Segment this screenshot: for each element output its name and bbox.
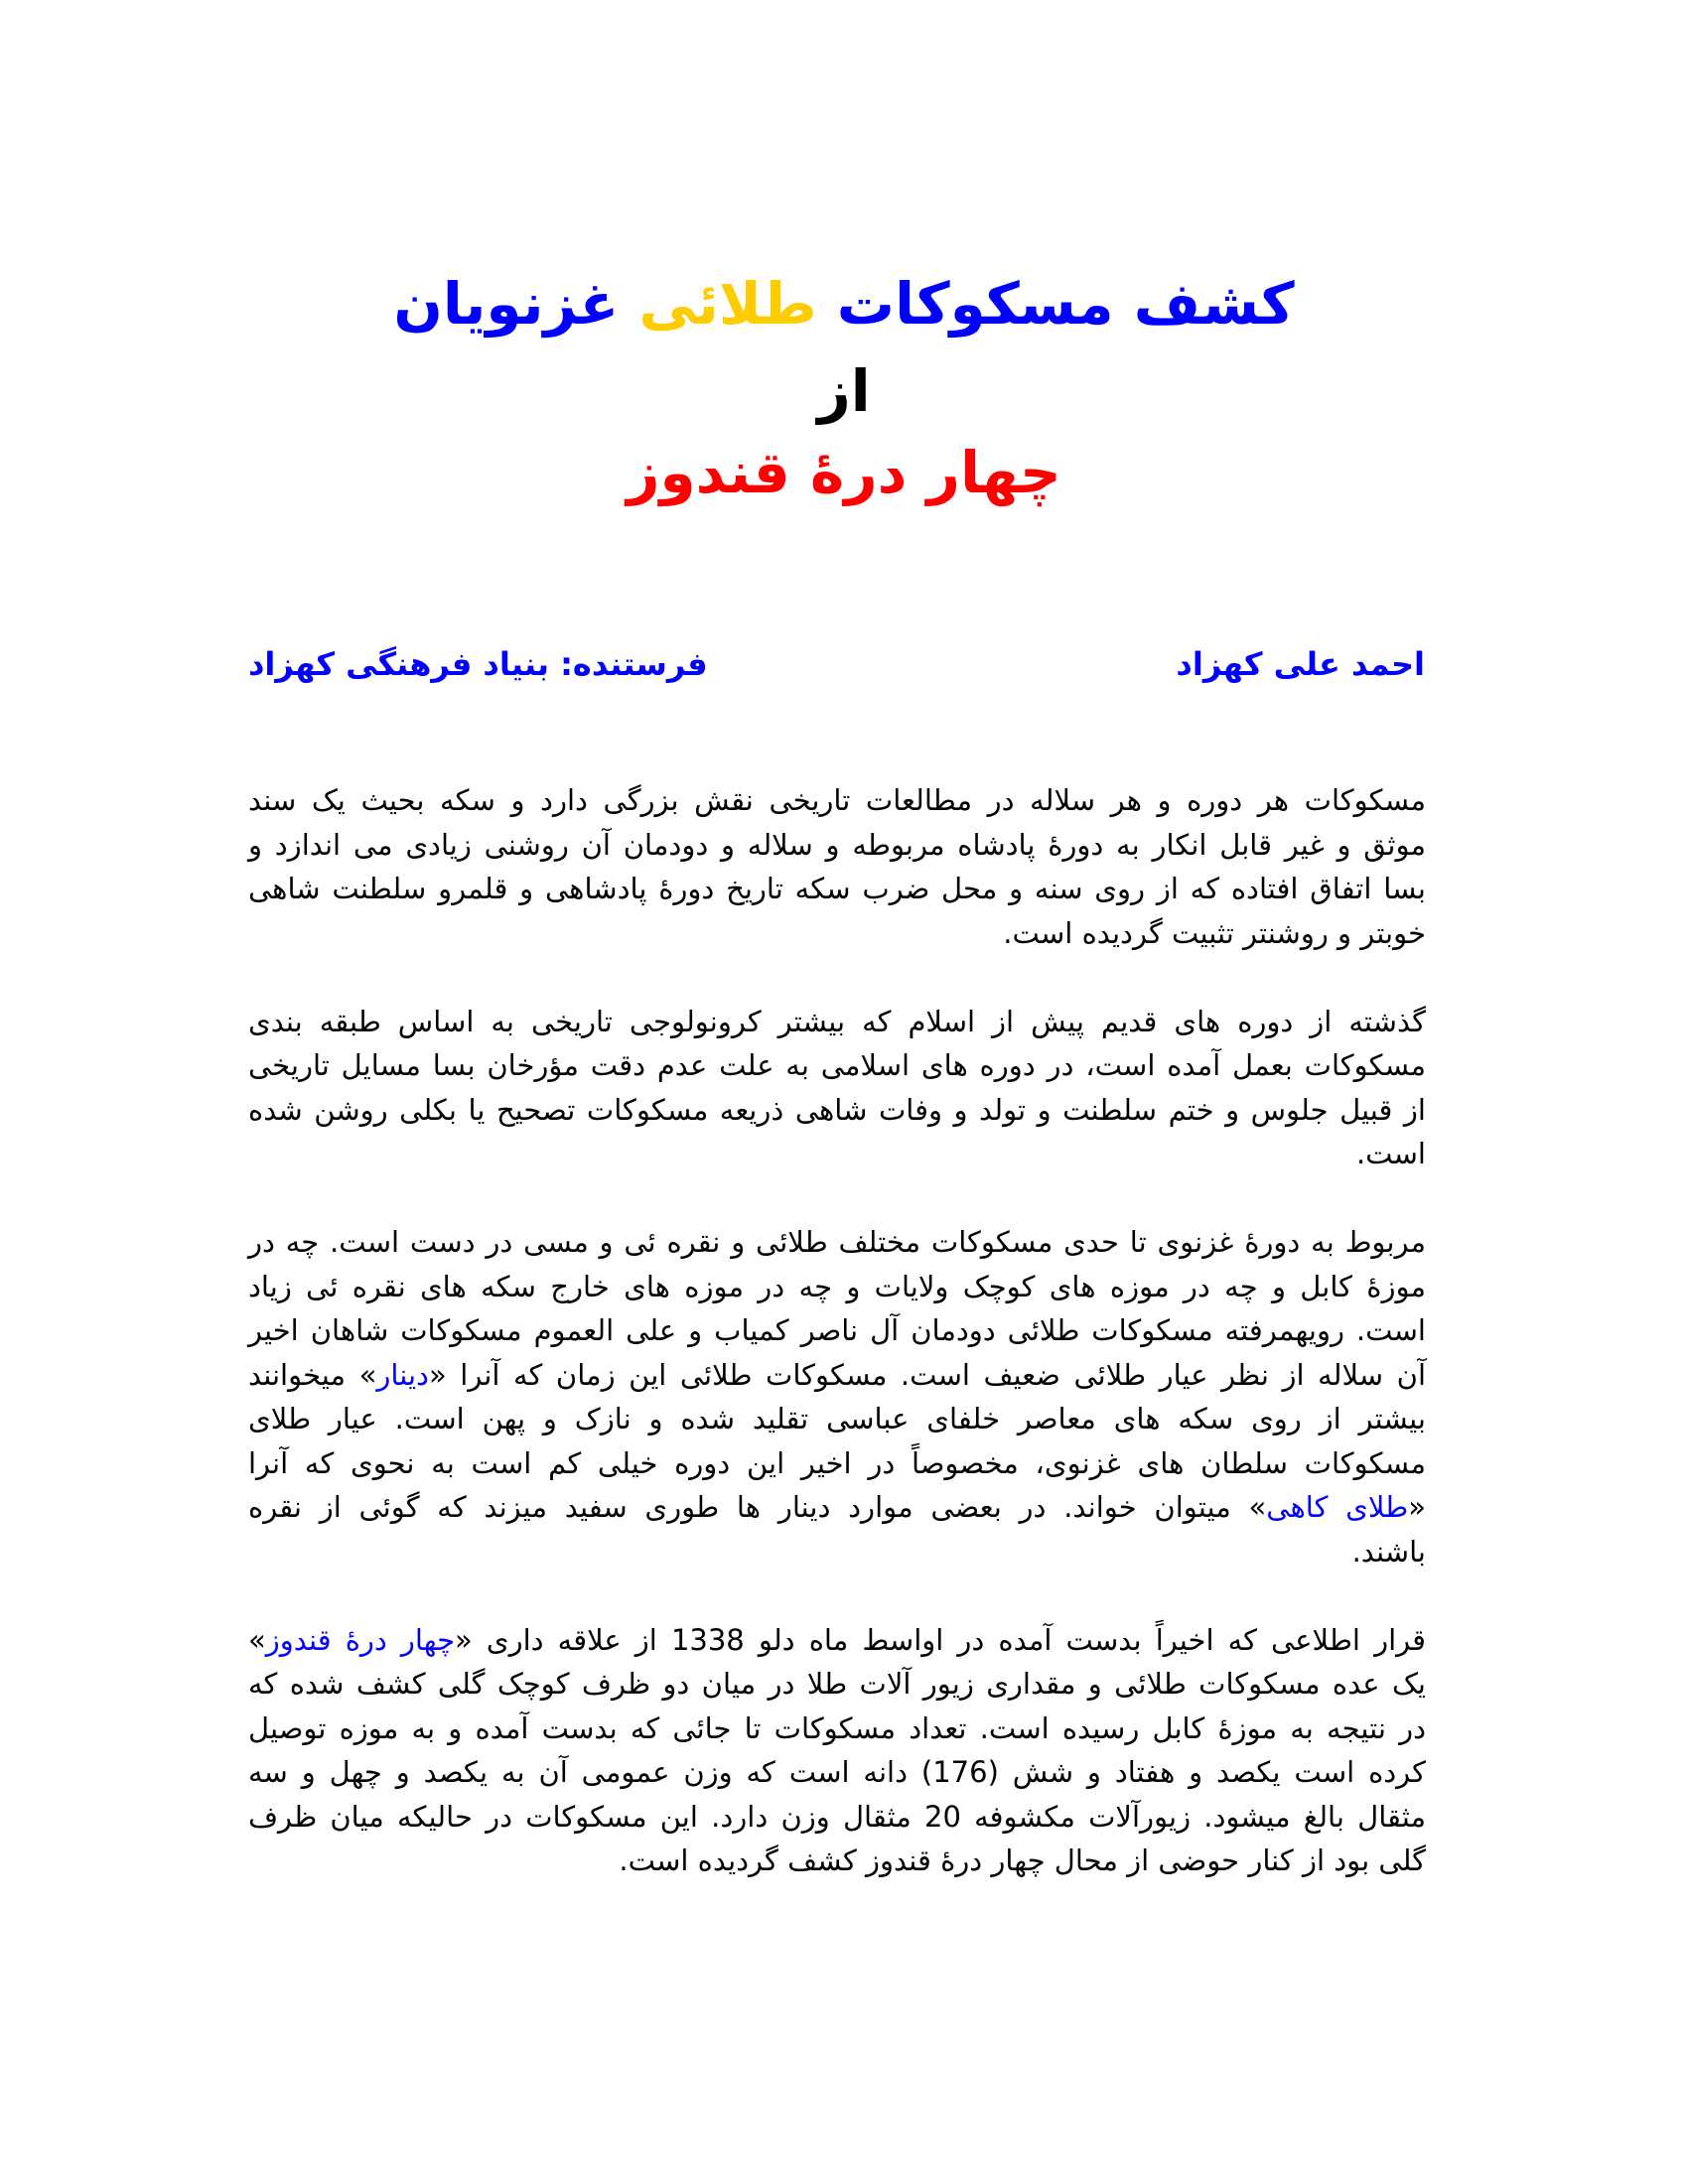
paragraph [248, 1220, 1426, 1573]
sender-name: فرستنده: بنیاد فرهنگی کهزاد [248, 645, 708, 683]
text-segment: گذشته از دوره های قدیم پیش از اسلام که بیشتر کرونولوجی تاریخی به اساس طبقه بندی [248, 1004, 1426, 1038]
document-body [248, 778, 1426, 1927]
text-line [248, 1485, 1426, 1530]
text-segment: آن سلاله از نظر عیار طلائی ضعیف است. مسکوکات طلائی این زمان که آنرا « [428, 1357, 1426, 1392]
text-line [248, 1043, 1426, 1088]
text-segment: است. رویهمرفته مسکوکات طلائی دودمان آل ناصر کمیاب و علی العموم مسکوکات شاهان اخیر [248, 1313, 1426, 1347]
title-part-2: غزنویان [393, 270, 639, 338]
text-segment: بسا اتفاق افتاده که از روی سنه و محل ضرب سکه تاریخ دورهٔ پادشاهی و قلمرو سلطنت شاهی [248, 872, 1426, 905]
text-line [248, 911, 1426, 956]
highlighted-term: طلای کاهی [1266, 1490, 1409, 1524]
text-line [248, 1706, 1426, 1751]
text-segment: مربوط به دورهٔ غزنوی تا حدی مسکوکات مختلف طلائی و نقره ئی و مسی در دست است. چه در [248, 1225, 1426, 1259]
text-line [248, 823, 1426, 868]
text-segment: موزهٔ کابل و چه در موزه های کوچک ولایات و چه در موزه های خارج سکه های نقره ئی زیاد [248, 1269, 1426, 1303]
text-line [248, 1795, 1426, 1840]
author-name: احمد علی کهزاد [1176, 645, 1425, 683]
title-part-1: کشف مسکوکات [816, 270, 1295, 338]
text-segment: کرده است یکصد و هفتاد و شش (176) دانه است که وزن عمومی آن به یکصد و چهل و سه [248, 1755, 1426, 1789]
highlighted-term: چهار درهٔ قندوز [265, 1622, 456, 1657]
text-segment: « [1408, 1490, 1426, 1524]
text-segment: بیشتر از روی سکه های معاصر خلفای عباسی تقلید شده و نازک و پهن است. عیار طلای [248, 1402, 1426, 1435]
text-line [248, 1000, 1426, 1044]
text-segment: در نتیجه به موزهٔ کابل رسیده است. تعداد مسکوکات تا جائی که بدست آمده و به موزه توصیل [248, 1710, 1426, 1745]
text-segment: یک عده مسکوکات طلائی و مقداری زیور آلات طلا در میان دو ظرف کوچک گلی کشف شده که [248, 1667, 1426, 1701]
text-segment: است. [1355, 1137, 1426, 1170]
text-line [248, 1088, 1426, 1133]
text-line [248, 1441, 1426, 1486]
paragraph [248, 1618, 1426, 1883]
text-line [248, 778, 1426, 823]
text-line [248, 1397, 1426, 1441]
text-segment: مثقال بالغ میشود. زیورآلات مکشوفه 20 مثقال وزن دارد. این مسکوکات در حالیکه میان ظرف [248, 1799, 1426, 1834]
text-line [248, 1530, 1426, 1574]
text-line [248, 1618, 1426, 1663]
text-segment: موثق و غیر قابل انکار به دورهٔ پادشاه مربوطه و سلاله و دودمان آن روشنی زیادی می اندازد و [248, 827, 1426, 862]
title-gold-word: طلائی [638, 270, 817, 338]
text-line [248, 1308, 1426, 1353]
text-segment: » میتوان خواند. در بعضی موارد دینار ها طوری سفید میزند که گوئی از نقره [248, 1490, 1267, 1524]
text-line [248, 1353, 1426, 1398]
text-segment: از قبیل جلوس و ختم سلطنت و تولد و وفات شاهی ذریعه مسکوکات تصحیح یا بکلی روشن شده [248, 1092, 1426, 1127]
text-segment: باشند. [1351, 1534, 1426, 1569]
text-line [248, 1265, 1426, 1309]
paragraph [248, 1000, 1426, 1176]
text-segment: » [248, 1622, 266, 1657]
text-line [248, 1132, 1426, 1176]
text-segment: خوبتر و روشنتر تثبیت گردیده است. [1003, 915, 1426, 950]
text-segment: گلی بود از کنار حوضی از محال چهار درهٔ قندوز کشف گردیده است. [619, 1843, 1426, 1877]
text-segment: مسکوکات هر دوره و هر سلاله در مطالعات تاریخی نقش بزرگی دارد و سکه بحیث یک سند [248, 783, 1426, 817]
title-line-1 [0, 270, 1688, 338]
text-segment: مسکوکات سلطان های غزنوی، مخصوصاً در اخیر این دوره خیلی کم است به نحوی که آنرا [248, 1445, 1426, 1480]
text-line [248, 1662, 1426, 1706]
text-segment: قرار اطلاعی که اخیراً بدست آمده در اواسط ماه دلو 1338 از علاقه داری « [455, 1622, 1426, 1657]
paragraph [248, 778, 1426, 955]
highlighted-term: دینار [376, 1357, 429, 1392]
text-line [248, 867, 1426, 911]
title-line-3: چهار درهٔ قندوز [627, 439, 1061, 506]
text-line [248, 1839, 1426, 1883]
title-line-2: از [817, 357, 871, 425]
text-segment: » میخوانند [248, 1357, 377, 1392]
text-line [248, 1750, 1426, 1795]
text-line [248, 1220, 1426, 1265]
text-segment: مسکوکات بعمل آمده است، در دوره های اسلامی به علت عدم دقت مؤرخان بسا مسایل تاریخی [248, 1048, 1426, 1082]
